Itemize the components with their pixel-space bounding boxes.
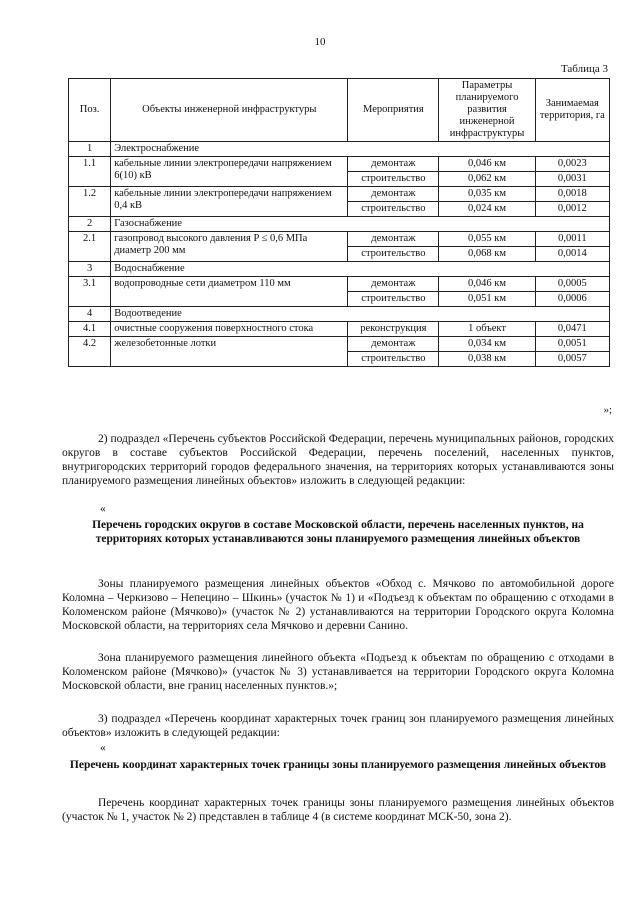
table-row <box>69 322 610 337</box>
table-caption: Таблица 3 <box>560 63 608 75</box>
paragraph-subsection-3: 3) подраздел «Перечень координат характерных точек границ зон планируемого размещения линейных объектов» изложить в следующей редакции: <box>62 713 614 739</box>
header-object: Объекты инженерной инфраструктуры <box>111 79 348 142</box>
row-param: 0,046 км <box>439 277 535 292</box>
row-object: водопроводные сети диаметром 110 мм <box>111 277 348 307</box>
row-activity: строительство <box>348 247 439 262</box>
row-object: газопровод высокого давления P ≤ 0,6 МПа диаметр 200 мм <box>111 232 348 262</box>
row-activity: реконструкция <box>348 322 439 337</box>
row-param: 0,046 км <box>439 157 535 172</box>
table-row <box>69 337 610 352</box>
row-param: 0,062 км <box>439 172 535 187</box>
section-title: Водоснабжение <box>111 262 610 277</box>
row-area: 0,0011 <box>535 232 609 247</box>
row-param: 0,038 км <box>439 352 535 367</box>
open-quote: « <box>100 503 106 515</box>
table-header-row <box>69 79 610 142</box>
row-activity: строительство <box>348 202 439 217</box>
row-activity: строительство <box>348 172 439 187</box>
heading-coordinates: Перечень координат характерных точек границы зоны планируемого размещения линейных объектов <box>69 759 607 771</box>
row-pos: 1.2 <box>69 187 111 217</box>
row-activity: демонтаж <box>348 187 439 202</box>
paragraph-coordinates: Перечень координат характерных точек границы зоны планируемого размещения линейных объектов (участок № 1, участок № 2) представлен в таблице 4 (в системе координат МСК-50, зона 2). <box>62 797 614 823</box>
section-row <box>69 217 610 232</box>
table-row <box>69 157 610 172</box>
row-param: 0,055 км <box>439 232 535 247</box>
header-params: Параметры планируемого развития инженерной инфраструктуры <box>439 79 535 142</box>
paragraph-zones-2: Зона планируемого размещения линейного объекта «Подъезд к объектам по обращению с отходами в Коломенском районе (Мячково)» (участок № 3) устанавливается на территории Городского округа Коломна Московской области, вне границ населенных пунктов.»; <box>62 652 614 692</box>
section-row <box>69 262 610 277</box>
section-row <box>69 142 610 157</box>
row-area: 0,0023 <box>535 157 609 172</box>
table-end-mark: »; <box>603 404 612 416</box>
row-activity: строительство <box>348 292 439 307</box>
row-pos: 2.1 <box>69 232 111 262</box>
row-param: 0,068 км <box>439 247 535 262</box>
row-param: 0,024 км <box>439 202 535 217</box>
table-row <box>69 187 610 202</box>
paragraph-subsection-2: 2) подраздел «Перечень субъектов Российской Федерации, перечень муниципальных районов, городских округов в составе субъектов Российской Федерации, перечень поселений, населенных пунктов, внутригородских территорий городов федерального значения, на территориях которых устанавливаются зоны планируемого размещения линейных объектов» изложить в следующей редакции: <box>62 433 614 487</box>
row-area: 0,0031 <box>535 172 609 187</box>
infrastructure-table <box>68 78 610 367</box>
row-param: 0,051 км <box>439 292 535 307</box>
row-area: 0,0051 <box>535 337 609 352</box>
row-activity: строительство <box>348 352 439 367</box>
row-area: 0,0005 <box>535 277 609 292</box>
section-pos: 1 <box>69 142 111 157</box>
row-object: кабельные линии электропередачи напряжением 0,4 кВ <box>111 187 348 217</box>
row-param: 0,034 км <box>439 337 535 352</box>
section-pos: 3 <box>69 262 111 277</box>
section-title: Водоотведение <box>111 307 610 322</box>
row-param: 0,035 км <box>439 187 535 202</box>
section-title: Газоснабжение <box>111 217 610 232</box>
row-pos: 4.1 <box>69 322 111 337</box>
header-activity: Мероприятия <box>348 79 439 142</box>
paragraph-zones-1: Зоны планируемого размещения линейных объектов «Обход с. Мячково по автомобильной дороге Коломна – Черкизово – Непецино – Шкинь» (участок № 1) и «Подъезд к объектам по обращению с отходами в Коломенском районе (Мячково)» (участок № 2) устанавливаются на территории Городского округа Коломна Московской области, на территориях села Мячково и деревни Санино. <box>62 578 614 632</box>
section-title: Электроснабжение <box>111 142 610 157</box>
row-area: 0,0471 <box>535 322 609 337</box>
heading-districts: Перечень городских округов в составе Московской области, перечень населенных пунктов, на территориях которых устанавливаются зоны планируемого размещения линейных объектов <box>92 519 584 545</box>
row-pos: 3.1 <box>69 277 111 307</box>
row-param: 1 объект <box>439 322 535 337</box>
header-area: Занимаемая территория, га <box>535 79 609 142</box>
section-row <box>69 307 610 322</box>
row-object: очистные сооружения поверхностного стока <box>111 322 348 337</box>
open-quote: « <box>100 742 106 754</box>
table-row <box>69 277 610 292</box>
row-pos: 1.1 <box>69 157 111 187</box>
row-activity: демонтаж <box>348 232 439 247</box>
row-pos: 4.2 <box>69 337 111 367</box>
row-area: 0,0012 <box>535 202 609 217</box>
row-area: 0,0006 <box>535 292 609 307</box>
row-activity: демонтаж <box>348 337 439 352</box>
row-activity: демонтаж <box>348 157 439 172</box>
row-activity: демонтаж <box>348 277 439 292</box>
row-area: 0,0014 <box>535 247 609 262</box>
row-area: 0,0057 <box>535 352 609 367</box>
page-number: 10 <box>314 36 326 48</box>
section-pos: 2 <box>69 217 111 232</box>
row-object: железобетонные лотки <box>111 337 348 367</box>
row-object: кабельные линии электропередачи напряжением 6(10) кВ <box>111 157 348 187</box>
header-pos: Поз. <box>69 79 111 142</box>
section-pos: 4 <box>69 307 111 322</box>
row-area: 0,0018 <box>535 187 609 202</box>
table-row <box>69 232 610 247</box>
